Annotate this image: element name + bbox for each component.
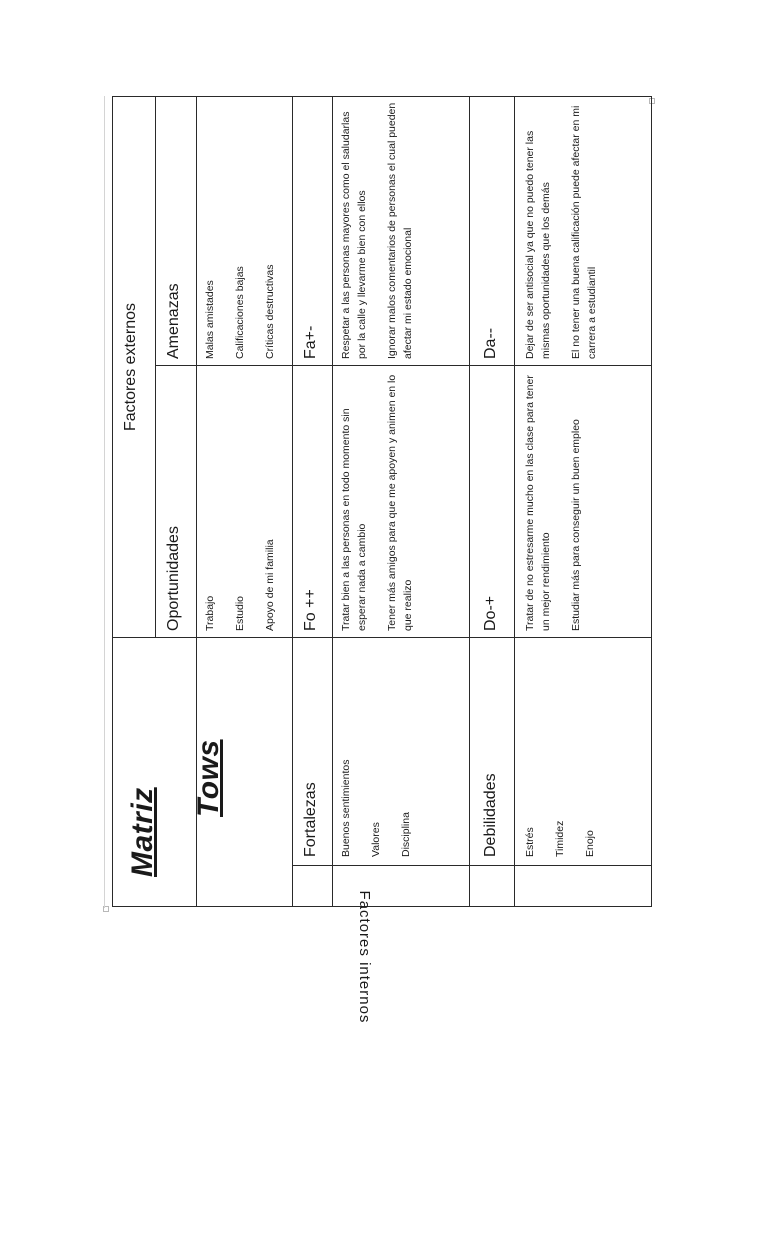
fa-strategies [338,101,416,359]
divider-external-header [155,96,156,638]
list-item: Valores [370,822,382,857]
list-item: Dejar de ser antisocial ya que no puedo tener las mismas oportunidades que los demás [524,130,552,359]
da-strategies [522,101,600,359]
external-factors-header: Factores externos [122,302,139,432]
oportunidades-list [202,371,278,631]
fortalezas-list [338,642,414,857]
strategy-label-fo: Fo ++ [302,589,319,631]
list-item: Estudio [234,595,246,631]
list-item: El no tener una buena calificación puede afectar en mi carrera a estudiantil [570,105,598,359]
amenazas-list [202,99,278,359]
list-item: Tratar de no estresarme mucho en las clase para tener un mejor rendimiento [524,375,552,631]
table-border-bottom [651,96,652,907]
strategy-label-da: Da-- [482,327,499,359]
divider-fortalezas-body [469,96,470,907]
divider-fortalezas-label [332,96,333,907]
fo-strategies [338,373,416,631]
row-header-debilidades: Debilidades [482,773,499,857]
list-item: Tener más amigos para que me apoyen y animen en lo que realizo [386,374,414,631]
list-item: Apoyo de mi familia [264,539,276,631]
internal-factors-label: Factores internos [356,890,373,1024]
tows-matrix-table [112,96,652,1024]
list-item: Estrés [524,827,536,857]
debilidades-list [522,642,598,857]
title-block [112,638,292,907]
divider-debilidades-label [514,96,515,907]
list-item: Enojo [584,830,596,857]
do-strategies [522,373,584,631]
divider-middle-column [155,365,652,366]
strategy-label-fa: Fa+- [302,325,319,359]
strategy-label-do: Do-+ [482,595,499,631]
list-item: Tratar bien a las personas en todo momento sin esperar nada a cambio [340,408,368,631]
list-item: Trabajo [204,595,216,631]
list-item: Estudiar más para conseguir un buen empleo [570,419,582,631]
list-item: Disciplina [400,812,412,857]
list-item: Buenos sentimientos [340,759,352,857]
list-item: Ignorar malos comentarios de personas el cual pueden afectar mi estado emocional [386,102,414,359]
column-header-amenazas: Amenazas [165,283,182,359]
list-item: Timidez [554,820,566,857]
column-header-oportunidades: Oportunidades [165,526,182,631]
list-item: Malas amistades [204,280,216,359]
title-tows: Tows [192,739,225,817]
title-matriz: Matriz [126,787,159,877]
table-border-right [112,96,652,97]
row-header-fortalezas: Fortalezas [302,782,319,857]
divider-column-items [292,96,293,907]
list-item: Críticas destructivas [264,264,276,359]
list-item: Respetar a las personas mayores como el saludarlas por la calle y llevarme bien con ellos [340,111,368,359]
list-item: Calificaciones bajas [234,266,246,359]
divider-internal-label [292,865,652,866]
